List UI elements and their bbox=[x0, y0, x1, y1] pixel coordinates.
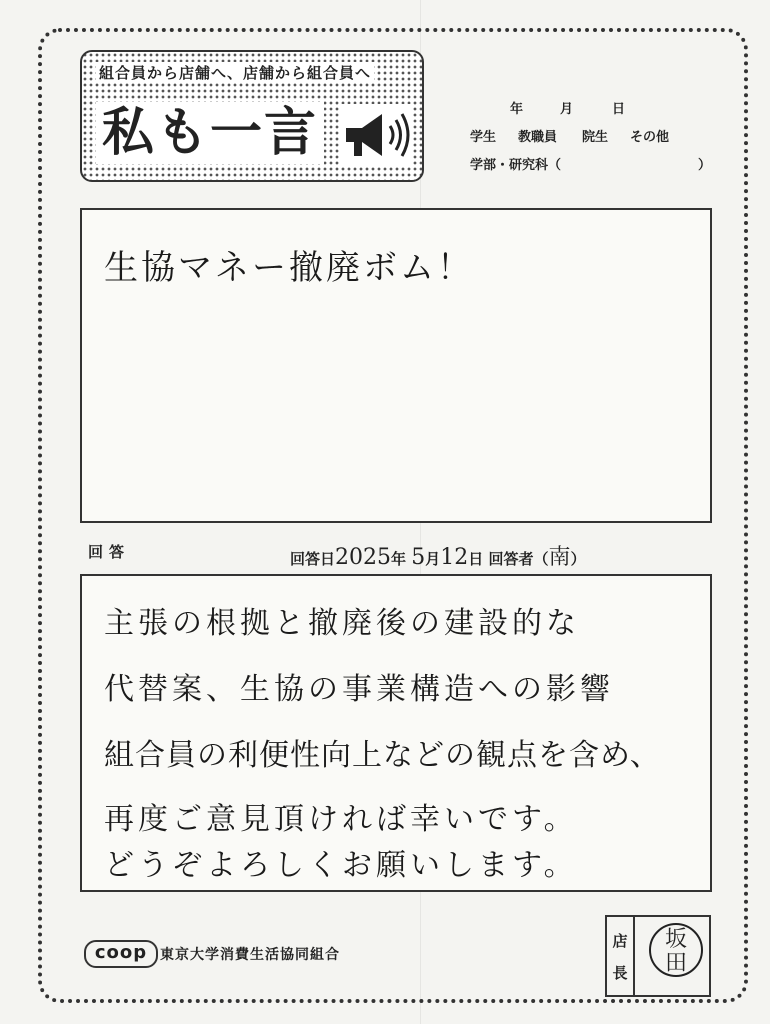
answer-date-label: 回答日 bbox=[290, 550, 336, 568]
category-grad: 院生 bbox=[582, 130, 609, 145]
answer-label: 回答 bbox=[88, 543, 131, 561]
answer-year-unit: 年 bbox=[391, 550, 407, 568]
answer-line-5: どうぞよろしくお願いします。 bbox=[104, 848, 578, 883]
organization-name: 東京大学消費生活協同組合 bbox=[160, 947, 340, 963]
comment-box bbox=[80, 208, 712, 523]
responder-label: 回答者（ bbox=[488, 550, 549, 568]
responder-name: 南 bbox=[548, 545, 571, 570]
answer-day-unit: 日 bbox=[468, 550, 484, 568]
answer-line-3: 組合員の利便性向上などの観点を含め、 bbox=[104, 738, 661, 773]
answer-month: 5 bbox=[411, 545, 426, 570]
answer-day: 12 bbox=[440, 545, 469, 570]
banner-subtitle: 組合員から店舗へ、店舗から組合員へ bbox=[96, 62, 374, 83]
faculty-close: ） bbox=[698, 158, 712, 173]
stamp-line-2: 田 bbox=[664, 951, 687, 976]
day-label: 日 bbox=[612, 102, 626, 117]
year-label: 年 bbox=[510, 102, 524, 117]
answer-month-unit: 月 bbox=[425, 550, 441, 568]
answer-line-1: 主張の根拠と撤廃後の建設的な bbox=[104, 606, 580, 641]
manager-label-bottom: 長 bbox=[612, 964, 628, 982]
manager-seal-stamp bbox=[649, 923, 703, 977]
manager-approval-box bbox=[605, 915, 711, 997]
megaphone-icon bbox=[340, 104, 412, 166]
banner-title: 私も一言 bbox=[96, 102, 324, 164]
month-label: 月 bbox=[560, 102, 574, 117]
answer-year: 2025 bbox=[335, 545, 392, 570]
answer-line-2: 代替案、生協の事業構造への影響 bbox=[104, 672, 614, 707]
category-staff: 教職員 bbox=[518, 130, 558, 145]
category-student: 学生 bbox=[470, 130, 497, 145]
answer-line-4: 再度ご意見頂ければ幸いです。 bbox=[104, 802, 578, 837]
manager-label-top: 店 bbox=[612, 932, 628, 950]
header-banner bbox=[80, 50, 424, 182]
coop-logo: coop bbox=[84, 940, 158, 968]
answer-box bbox=[80, 574, 712, 892]
responder-close: ） bbox=[570, 550, 586, 568]
comment-text: 生協マネー撤廃ボム！ bbox=[104, 248, 474, 288]
faculty-label: 学部・研究科（ bbox=[470, 158, 562, 173]
manager-label bbox=[607, 917, 635, 995]
answer-meta bbox=[290, 540, 586, 571]
category-other: その他 bbox=[630, 130, 670, 145]
stamp-line-1: 坂 bbox=[664, 927, 687, 952]
